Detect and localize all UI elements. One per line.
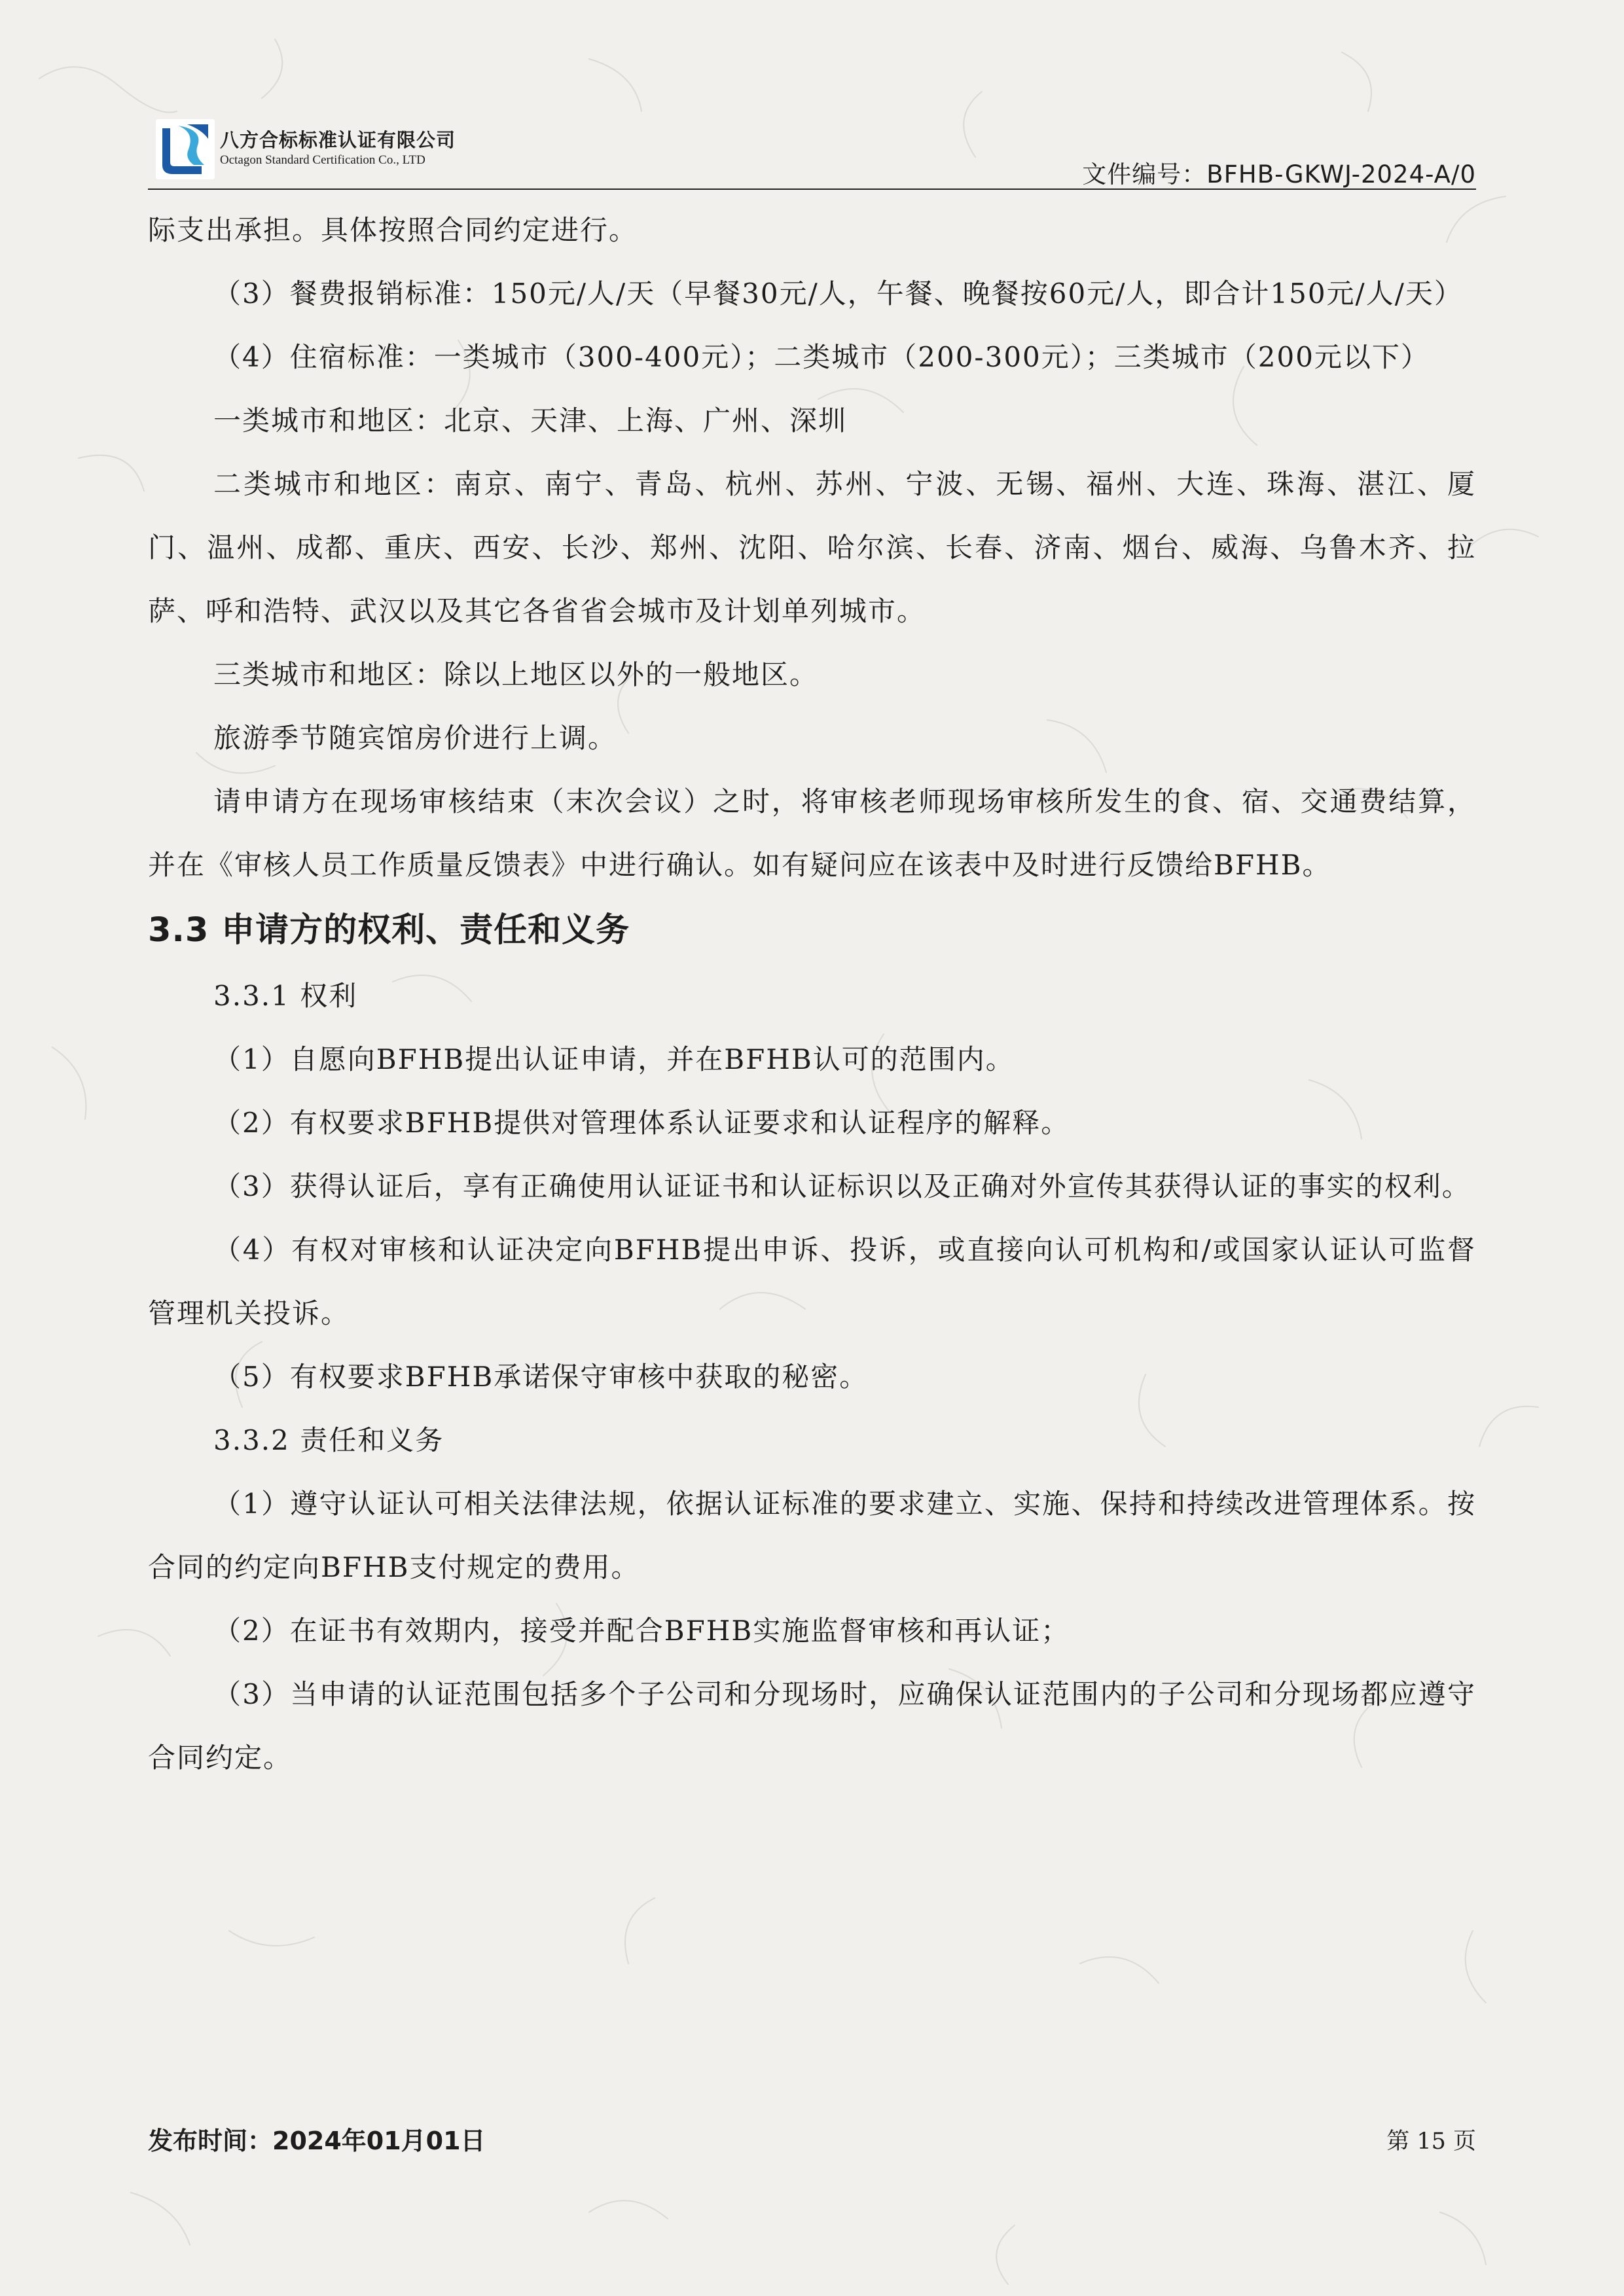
section-heading-3-3: 3.3 申请方的权利、责任和义务: [148, 911, 630, 950]
company-name-cn: 八方合标标准认证有限公司: [220, 129, 456, 151]
paragraph-meal-standard: （3）餐费报销标准：150元/人/天（早餐30元/人，午餐、晚餐按60元/人，即合计150元/人/天）: [213, 278, 1463, 310]
paragraph-tier2-cities: 二类城市和地区：南京、南宁、青岛、杭州、苏州、宁波、无锡、福州、大连、珠海、湛江、厦门、温州、成都、重庆、西安、长沙、郑州、沈阳、哈尔滨、长春、济南、烟台、威海、乌鲁木齐、拉萨、呼和浩特、武汉以及其它各省省会城市及计划单列城市。: [148, 468, 1476, 627]
subsection-heading-3-3-2: 3.3.2 责任和义务: [213, 1424, 444, 1456]
company-logo-mark: [156, 119, 215, 179]
list-item-right-3: （3）获得认证后，享有正确使用认证证书和认证标识以及正确对外宣传其获得认证的事实的权利。: [213, 1170, 1471, 1202]
paragraph-continuation: 际支出承担。具体按照合同约定进行。: [148, 214, 638, 246]
document-body: [148, 198, 1476, 1789]
paragraph-tier1-cities: 一类城市和地区：北京、天津、上海、广州、深圳: [213, 404, 848, 437]
company-logo: [156, 117, 504, 185]
paragraph-tier3-cities: 三类城市和地区：除以上地区以外的一般地区。: [213, 658, 819, 691]
list-item-duty-2: （2）在证书有效期内，接受并配合BFHB实施监督审核和再认证；: [213, 1615, 1070, 1647]
release-date: 发布时间：2024年01月01日: [148, 2126, 486, 2155]
header-divider: [148, 188, 1476, 190]
list-item-duty-1: （1）遵守认证认可相关法律法规，依据认证标准的要求建立、实施、保持和持续改进管理体系。按合同的约定向BFHB支付规定的费用。: [148, 1488, 1476, 1583]
document-number: 文件编号：BFHB-GKWJ-2024-A/0: [1082, 160, 1476, 188]
page-number: 第 15 页: [1386, 2128, 1476, 2155]
list-item-right-5: （5）有权要求BFHB承诺保守审核中获取的秘密。: [213, 1361, 869, 1393]
subsection-heading-3-3-1: 3.3.1 权利: [213, 980, 358, 1012]
list-item-right-1: （1）自愿向BFHB提出认证申请，并在BFHB认可的范围内。: [213, 1043, 1015, 1075]
list-item-right-2: （2）有权要求BFHB提供对管理体系认证要求和认证程序的解释。: [213, 1107, 1070, 1139]
list-item-duty-3: （3）当申请的认证范围包括多个子公司和分现场时，应确保认证范围内的子公司和分现场都应遵守合同约定。: [148, 1678, 1476, 1774]
paragraph-lodging-standard: （4）住宿标准：一类城市（300-400元）；二类城市（200-300元）；三类城市（200元以下）: [213, 341, 1430, 373]
company-name-en: Octagon Standard Certification Co., LTD: [220, 153, 425, 167]
paragraph-travel-season: 旅游季节随宾馆房价进行上调。: [213, 722, 617, 754]
list-item-right-4: （4）有权对审核和认证决定向BFHB提出申诉、投诉，或直接向认可机构和/或国家认证认可监督管理机关投诉。: [148, 1234, 1476, 1329]
paragraph-settlement: 请申请方在现场审核结束（末次会议）之时，将审核老师现场审核所发生的食、宿、交通费结算，并在《审核人员工作质量反馈表》中进行确认。如有疑问应在该表中及时进行反馈给BFHB。: [148, 785, 1476, 881]
